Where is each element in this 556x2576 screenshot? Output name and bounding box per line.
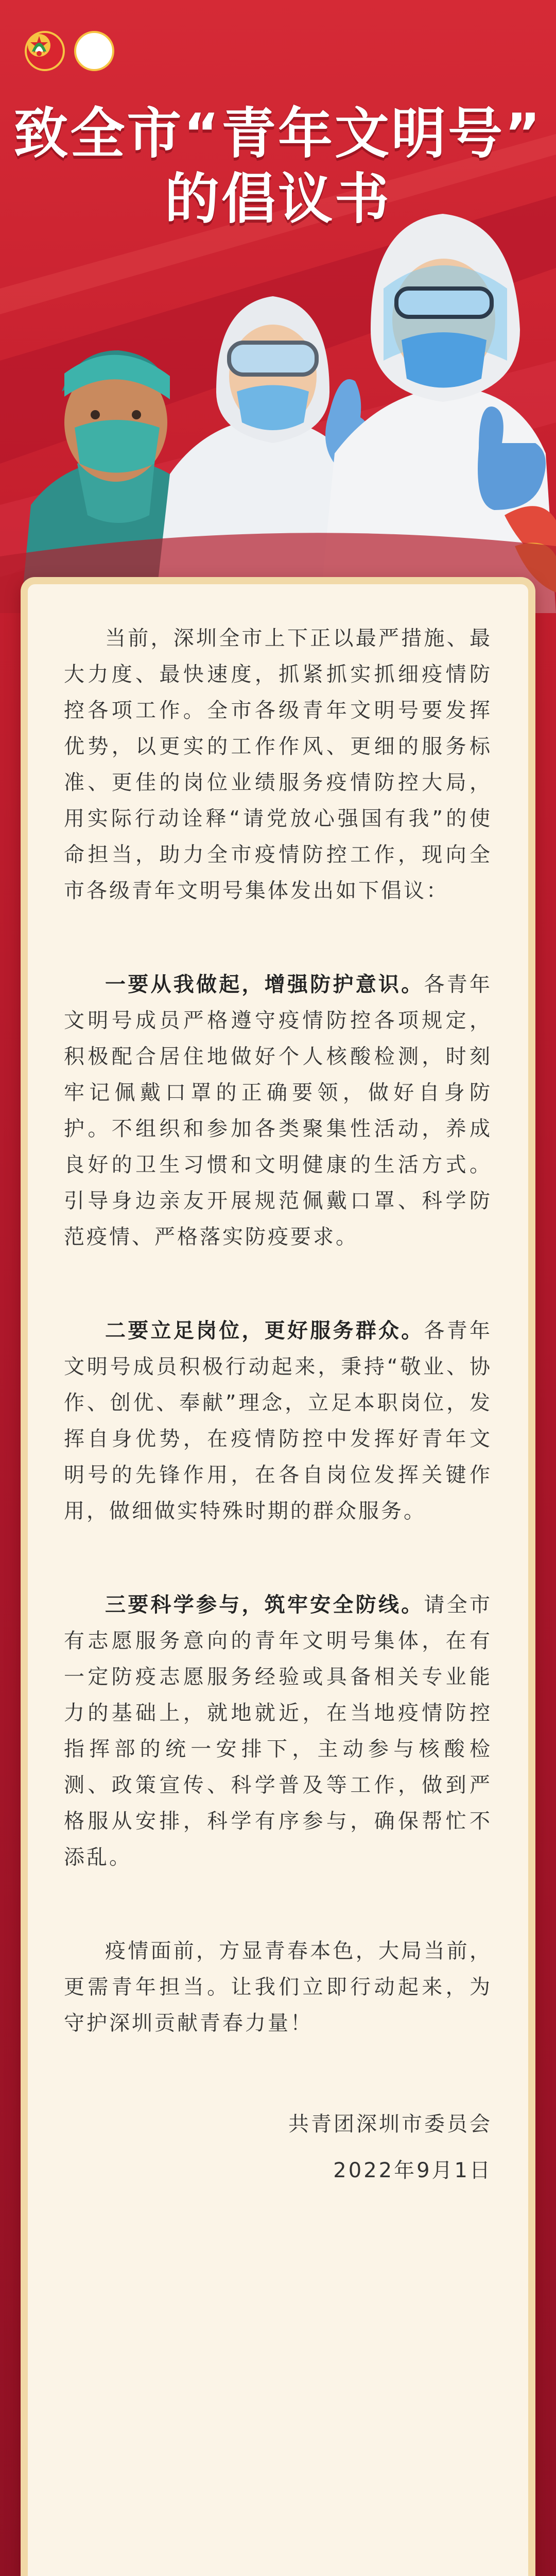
proposal-3-text: 请全市有志愿服务意向的青年文明号集体，在有一定防疫志愿服务经验或具备相关专业能力的基础上，就地就近，在当地疫情防控指挥部的统一安排下，主动参与核酸检测、政策宣传、科学普及等工作，做到严格服从安排，科学有序参与，确保帮忙不添乱。 bbox=[64, 1593, 492, 1869]
hero-banner bbox=[0, 0, 556, 613]
medical-workers-illustration bbox=[0, 0, 556, 613]
proposal-paragraph-1 bbox=[64, 967, 492, 1255]
logo-group bbox=[25, 31, 114, 71]
proposal-3-heading: 三要科学参与，筑牢安全防线。 bbox=[105, 1593, 424, 1617]
page-title-line2: 的倡议书 bbox=[165, 167, 391, 231]
closing-paragraph bbox=[64, 1933, 492, 2041]
proposal-1-heading: 一要从我做起，增强防护意识。 bbox=[105, 973, 424, 996]
closing-text: 疫情面前，方显青春本色，大局当前，更需青年担当。让我们立即行动起来，为守护深圳贡献青春力量！ bbox=[64, 1939, 492, 2035]
signature-date: 2022年9月1日 bbox=[333, 2159, 492, 2182]
letter-body bbox=[64, 620, 492, 2189]
proposal-paragraph-3 bbox=[64, 1587, 492, 1875]
proposal-letter-card bbox=[21, 577, 535, 2576]
proposal-paragraph-2 bbox=[64, 1313, 492, 1529]
page-title-line1: 致全市“青年文明号” bbox=[13, 102, 543, 165]
intro-text: 当前，深圳全市上下正以最严措施、最大力度、最快速度，抓紧抓实抓细疫情防控各项工作。全市各级青年文明号要发挥优势，以更实的工作作风、更细的服务标准、更佳的岗位业绩服务疫情防控大局，用实际行动诠释“请党放心强国有我”的使命担当，助力全市疫情防控工作，现向全市各级青年文明号集体发出如下倡议： bbox=[64, 626, 492, 903]
proposal-2-text: 各青年文明号成员积极行动起来，秉持“敬业、协作、创优、奉献”理念，立足本职岗位，发挥自身优势，在疫情防控中发挥好青年文明号的先锋作用，在各自岗位发挥关键作用，做细做实特殊时期的群众服务。 bbox=[64, 1319, 492, 1523]
intro-paragraph bbox=[64, 620, 492, 909]
proposal-2-heading: 二要立足岗位，更好服务群众。 bbox=[105, 1319, 424, 1343]
signature-organization: 共青团深圳市委员会 bbox=[288, 2112, 492, 2136]
youth-civilization-badge-icon bbox=[74, 31, 114, 71]
proposal-1-text: 各青年文明号成员严格遵守疫情防控各项规定，积极配合居住地做好个人核酸检测，时刻牢记佩戴口罩的正确要领，做好自身防护。不组织和参加各类聚集性活动，养成良好的卫生习惯和文明健康的生活方式。引导身边亲友开展规范佩戴口罩、科学防范疫情、严格落实防疫要求。 bbox=[64, 973, 492, 1249]
